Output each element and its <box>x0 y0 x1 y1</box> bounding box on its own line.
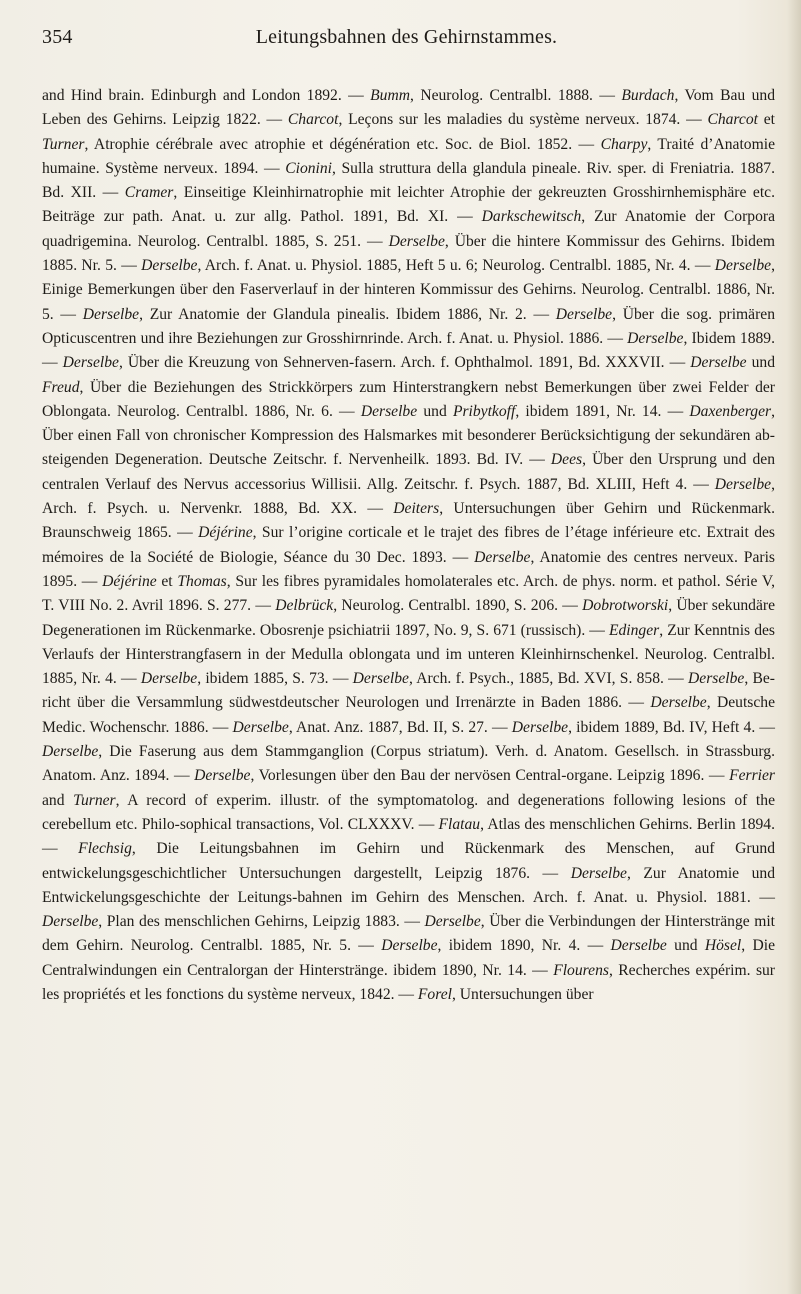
citation-text: , Die Leitungsbahnen im Gehirn und Rückenmark des Menschen, auf Grund entwickelungsgeschichtlicher Untersuchungen dargestellt, Leipzig 1876. — <box>42 840 775 882</box>
running-head: Leitungsbahnen des Gehirnstammes. <box>255 26 558 48</box>
citation-text: und <box>666 937 705 955</box>
citation-text: , ibidem 1890, Nr. 4. — <box>437 937 611 955</box>
author-name: Derselbe <box>352 670 409 688</box>
author-name: Charcot <box>287 111 339 129</box>
citation-text: , Atlas des menschlichen Gehirns. Berlin 1894. — <box>42 815 775 858</box>
author-name: Deiters <box>393 500 440 518</box>
author-name: Forel <box>417 985 452 1003</box>
citation-text: , Über die Verbindungen der Hinterstränge mit dem Gehirn. Neurolog. Centralbl. 1885, Nr. 5. — <box>42 913 776 955</box>
author-name: Derselbe <box>141 257 198 275</box>
citation-text: , Atrophie cérébrale avec atrophie et dégénération etc. Soc. de Biol. 1852. — <box>84 135 601 153</box>
author-name: Derselbe <box>474 548 531 566</box>
author-name: Derselbe <box>82 305 140 323</box>
citation-text: , Über sekundäre Degenerationen im Rückenmarke. Obosrenje psichiatrii 1897, No. 9, S. 671 (russisch). — <box>42 597 775 639</box>
author-name: Cionini <box>285 159 333 177</box>
citation-text: , Neurolog. Centralbl. 1888. — <box>410 87 622 104</box>
citation-text: , Zur Anatomie der Glandula pinealis. Ibidem 1886, Nr. 2. — <box>139 305 556 323</box>
author-name: Derselbe <box>511 718 569 736</box>
author-name: Turner <box>42 135 85 153</box>
citation-text: et <box>156 572 178 590</box>
citation-text: , Sulla struttura della glandula pineale. Riv. sper. di Freniatria. 1887. Bd. XII. — <box>42 159 775 202</box>
citation-text: , Über den Ursprung und den centralen Verlauf des Nervus accessorius Willisii. Allg. Zeitschr. f. Psych. 1887, Bd. XLIII, Heft 4. — <box>42 451 775 493</box>
author-name: Derselbe <box>650 694 707 712</box>
citation-text: , Ibidem 1889. — <box>42 329 775 372</box>
citation-text: , Plan des menschlichen Gehirns, Leipzig 1883. — <box>98 913 425 931</box>
author-name: Pribytkoff <box>452 402 516 420</box>
citation-text: et <box>757 111 775 129</box>
author-name: Charpy <box>600 135 648 153</box>
author-name: Dobrotworski <box>582 597 669 615</box>
author-name: Derselbe <box>381 937 438 955</box>
page-number: 354 <box>42 26 73 48</box>
citation-text: , Vom Bau und Leben des Gehirns. Leipzig 1822. — <box>42 87 776 129</box>
author-name: Charcot <box>707 111 758 129</box>
citation-text: , Zur Kenntnis des Verlaufs der Hinterstrangfasern in der Medulla oblongata und im unteren Kleinhirnschenkel. Neurolog. Centralbl. 1885, Nr. 4. — <box>42 621 776 688</box>
author-name: Derselbe <box>42 913 99 931</box>
author-name: Derselbe <box>627 329 684 347</box>
author-name: Derselbe <box>360 402 418 420</box>
citation-text: und <box>746 354 775 372</box>
citation-text: , Einige Bemerkungen über den Faserverlauf in der hinteren Kommissur des Gehirns. Neurolog. Centralbl. 1886, Nr. 5. — <box>42 257 775 323</box>
author-name: Flourens <box>553 961 609 979</box>
author-name: Edinger <box>608 621 660 639</box>
citation-text: , Über die hintere Kommissur des Gehirns. Ibidem 1885. Nr. 5. — <box>42 232 775 275</box>
citation-text: , Traité d’Anatomie humaine. Système nerveux. 1894. — <box>42 135 775 177</box>
author-name: Déjérine <box>198 524 253 542</box>
citation-text: , Vorlesungen über den Bau der nervösen Central-organe. Leipzig 1896. — <box>250 767 730 785</box>
citation-text: , Arch. f. Psych. u. Nervenkr. 1888, Bd. XX. — <box>42 475 775 518</box>
author-name: Ferrier <box>729 767 775 785</box>
citation-text: , Einseitige Kleinhirnatrophie mit leichter Atrophie der gekreuzten Grosshirnhemisphäre etc. Beiträge zur path. Anat. u. zur allg. Pathol. 1891, Bd. XI. — <box>42 184 775 226</box>
citation-text: , A record of experim. illustr. of the symptomatolog. and degenerations following lesions of the cerebellum etc. Philo-sophical transactions, Vol. CLXXXV. — <box>42 791 775 833</box>
citation-text: , Arch. f. Psych., 1885, Bd. XVI, S. 858. — <box>408 670 689 688</box>
citation-text: , Arch. f. Anat. u. Physiol. 1885, Heft 5 u. 6; Neurolog. Centralbl. 1885, Nr. 4. — <box>197 257 715 275</box>
citation-text: , Recherches expérim. sur les propriétés et les fonctions du système nerveux, 1842. — <box>42 961 775 1003</box>
citation-text: , Über die Beziehungen des Strickkörpers zum Hinterstrangkern nebst Bemerkungen über zwei Felder der Oblongata. Neurolog. Centralbl. 1886, Nr. 6. — <box>42 378 775 420</box>
author-name: Derselbe <box>232 718 289 736</box>
citation-text: , Untersuchungen über <box>451 985 594 1003</box>
citation-text: , Anatomie des centres nerveux. Paris 1895. — <box>42 548 775 590</box>
author-name: Derselbe <box>424 913 481 931</box>
citation-text: , Be-richt über die Versammlung südwestdeutscher Neurologen und Irrenärzte in Baden 1886. — <box>42 670 775 712</box>
author-name: Derselbe <box>42 743 99 761</box>
author-name: Hösel <box>704 937 742 955</box>
author-name: Derselbe <box>194 767 251 785</box>
citation-text: , Zur Anatomie und Entwickelungsgeschichte der Leitungs-bahnen im Gehirn des Menschen. Arch. f. Anat. u. Physiol. 1881. — <box>42 864 775 906</box>
author-name: Derselbe <box>388 232 445 250</box>
author-name: Daxenberger <box>689 402 772 420</box>
citation-text: , Deutsche Medic. Wochenschr. 1886. — <box>42 694 775 736</box>
author-name: Déjérine <box>102 572 157 590</box>
citation-text: , Leçons sur les maladies du système nerveux. 1874. — <box>338 111 708 129</box>
author-name: Derselbe <box>688 670 745 688</box>
citation-text: , Über die sog. primären Opticuscentren und ihre Beziehungen zur Grosshirnrinde. Arch. f. Anat. u. Physiol. 1886. — <box>42 305 776 347</box>
author-name: Delbrück <box>275 597 334 615</box>
author-name: Darkschewitsch <box>481 208 582 226</box>
author-name: Derselbe <box>570 864 627 882</box>
citation-text: , ibidem 1885, S. 73. — <box>197 670 353 688</box>
author-name: Dees <box>550 451 583 469</box>
page-edge-shadow <box>787 0 801 1294</box>
author-name: Turner <box>73 791 116 809</box>
author-name: Derselbe <box>555 305 613 323</box>
citation-text: , Untersuchungen über Gehirn und Rückenmark. Braunschweig 1865. — <box>42 500 776 542</box>
citation-text: , Sur l’origine corticale et le trajet des fibres de l’étage inférieure etc. Extrait des mémoires de la Société de Biologie, Séance du 30 Dec. 1893. — <box>42 524 775 566</box>
citation-text: , ibidem 1889, Bd. IV, Heft 4. — <box>568 718 775 736</box>
citation-text: , Die Centralwindungen ein Centralorgan der Hinterstränge. ibidem 1890, Nr. 14. — <box>42 937 776 979</box>
author-name: Derselbe <box>610 937 667 955</box>
citation-text: , Anat. Anz. 1887, Bd. II, S. 27. — <box>288 718 512 736</box>
citation-text: , Die Faserung aus dem Stammganglion (Corpus striatum). Verh. d. Anatom. Gesellsch. in Strassburg. Anatom. Anz. 1894. — <box>42 743 775 785</box>
citation-text: , Über die Kreuzung von Sehnerven-fasern. Arch. f. Ophthalmol. 1891, Bd. XXXVII. — <box>118 354 691 372</box>
author-name: Derselbe <box>62 354 119 372</box>
citation-text: , ibidem 1891, Nr. 14. — <box>515 402 690 420</box>
author-name: Derselbe <box>714 257 772 275</box>
citation-text: and <box>42 791 74 809</box>
author-name: Flatau <box>438 815 481 833</box>
author-name: Flechsig <box>78 840 132 858</box>
author-name: Freud <box>42 378 80 396</box>
citation-text: , Sur les fibres pyramidales homolaterales etc. Arch. de phys. norm. et pathol. Série V, T. VIII No. 2. Avril 1896. S. 277. — <box>42 572 775 615</box>
page-header <box>42 26 771 56</box>
author-name: Cramer <box>124 184 174 202</box>
author-name: Derselbe <box>714 475 772 493</box>
author-name: Bumm <box>370 87 411 104</box>
citation-text: , Neurolog. Centralbl. 1890, S. 206. — <box>333 597 583 615</box>
citation-text: und <box>417 402 453 420</box>
bibliography-paragraph <box>42 84 775 1007</box>
citation-text: and Hind brain. Edinburgh and London 1892. — <box>42 87 371 104</box>
author-name: Burdach <box>621 87 675 104</box>
author-name: Thomas <box>177 572 227 590</box>
author-name: Derselbe <box>140 670 198 688</box>
citation-text: , Zur Anatomie der Corpora quadrigemina. Neurolog. Centralbl. 1885, S. 251. — <box>42 208 776 250</box>
author-name: Derselbe <box>690 354 747 372</box>
citation-text: , Über einen Fall von chronischer Kompression des Halsmarkes mit besonderer Berücksichtigung der sekundären ab-steigenden Degeneration. Deutsche Zeitschr. f. Nervenheilk. 1893. Bd. IV. — <box>42 402 776 469</box>
